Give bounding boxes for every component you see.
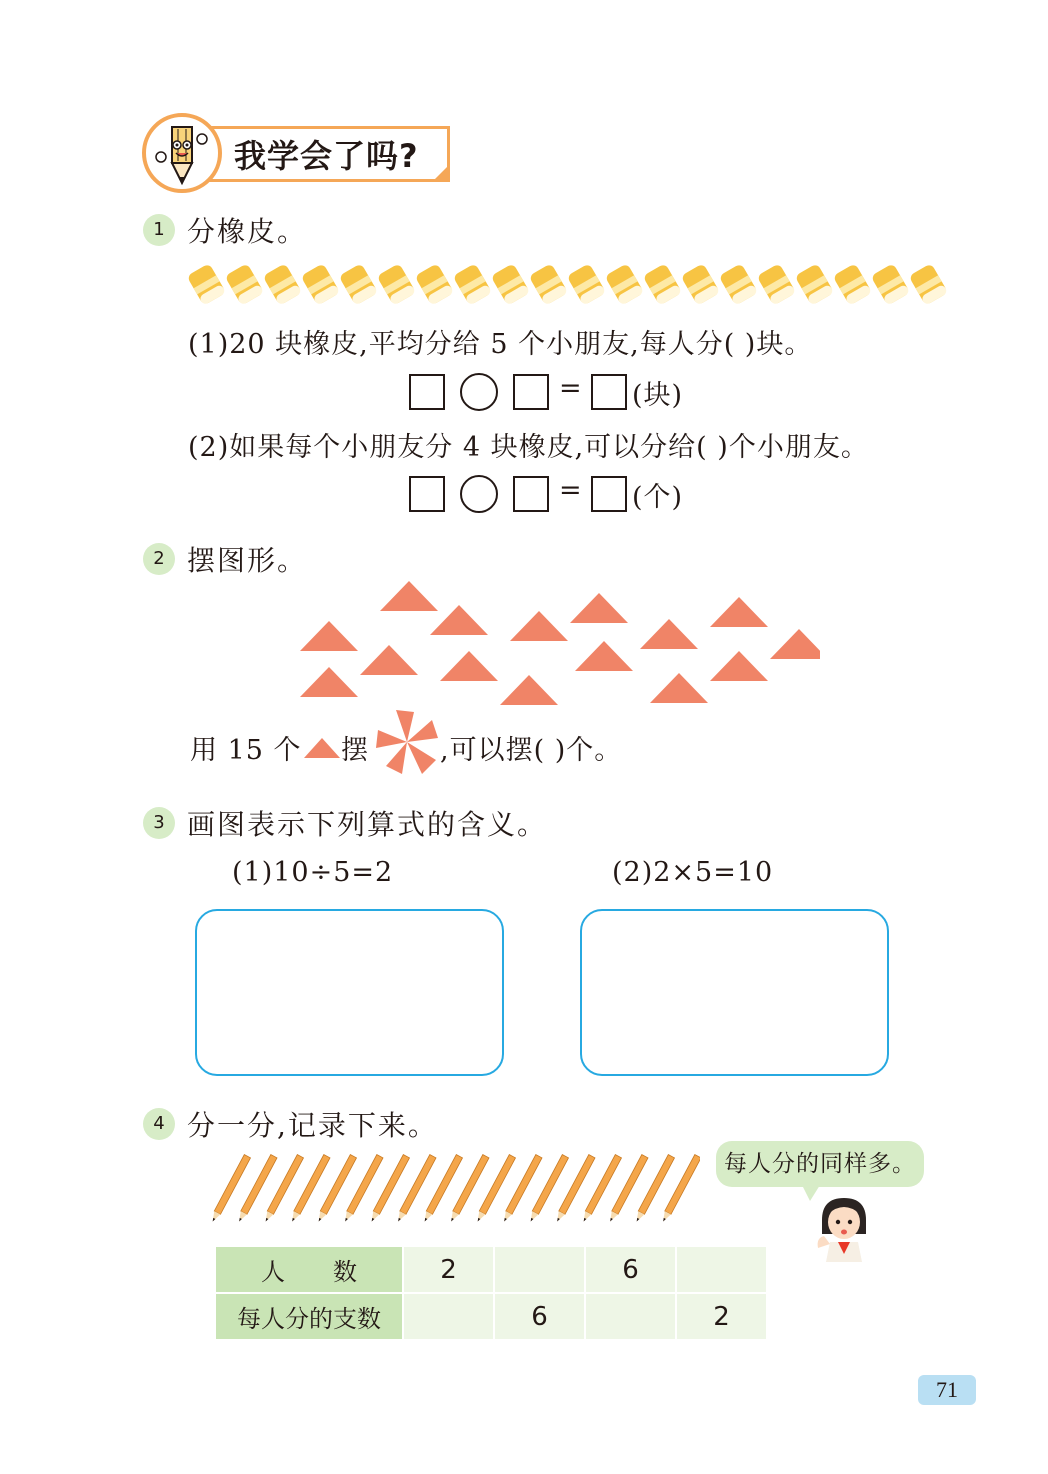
answer-box[interactable] <box>591 476 627 512</box>
eraser-icon <box>871 263 911 305</box>
pencil-mascot-icon <box>146 117 218 189</box>
q3-equation-1: (1)10÷5=2 <box>232 857 394 888</box>
header-badge <box>142 113 222 193</box>
triangle-piece <box>770 629 820 659</box>
eraser-icon <box>605 263 645 305</box>
triangle-piece <box>575 641 633 671</box>
q1-part2-text: (2)如果每个小朋友分 4 块橡皮,可以分给( )个小朋友。 <box>188 432 869 463</box>
eraser-row <box>185 260 955 308</box>
question-4-title: 分一分,记录下来。 <box>187 1109 438 1142</box>
unit-label: (块) <box>632 380 684 411</box>
q2-text-b: 摆 <box>341 735 369 766</box>
pencil-row <box>200 1150 700 1230</box>
triangle-piece <box>440 651 498 681</box>
table-row <box>215 1246 767 1293</box>
answer-box[interactable] <box>409 476 445 512</box>
equals-sign: = <box>559 475 583 506</box>
question-number-3: 3 <box>143 807 175 839</box>
eraser-icon <box>719 263 759 305</box>
question-number-2: 2 <box>143 543 175 575</box>
eraser-icon <box>187 263 227 305</box>
eraser-icon <box>567 263 607 305</box>
answer-box[interactable] <box>591 374 627 410</box>
record-table <box>214 1245 768 1341</box>
table-cell[interactable]: 6 <box>494 1293 585 1340</box>
eraser-icon <box>453 263 493 305</box>
unit-label: (个) <box>632 482 684 513</box>
eraser-icon <box>833 263 873 305</box>
girl-character-icon <box>808 1190 880 1262</box>
answer-box[interactable] <box>409 374 445 410</box>
eraser-icon <box>339 263 379 305</box>
triangle-piece <box>360 645 418 675</box>
page-number: 71 <box>918 1375 976 1405</box>
eraser-icon <box>795 263 835 305</box>
triangle-icon <box>303 737 341 759</box>
question-number-1: 1 <box>143 214 175 246</box>
table-cell[interactable] <box>494 1246 585 1293</box>
triangle-piece <box>650 673 708 703</box>
drawing-area-1[interactable] <box>195 909 504 1076</box>
triangle-piece <box>710 651 768 681</box>
triangle-piece <box>430 605 488 635</box>
answer-box[interactable] <box>513 476 549 512</box>
table-header-per-person: 每人分的支数 <box>215 1293 403 1340</box>
triangle-piece <box>570 593 628 623</box>
triangle-piece <box>710 597 768 627</box>
table-cell[interactable]: 2 <box>676 1293 767 1340</box>
table-cell[interactable]: 6 <box>585 1246 676 1293</box>
triangle-piece <box>510 611 568 641</box>
q3-equation-2: (2)2×5=10 <box>612 857 774 888</box>
triangle-piece <box>300 667 358 697</box>
q1-part1-text: (1)20 块橡皮,平均分给 5 个小朋友,每人分( )块。 <box>188 329 813 360</box>
eraser-icon <box>681 263 721 305</box>
eraser-icon <box>263 263 303 305</box>
eraser-icon <box>529 263 569 305</box>
eraser-icon <box>415 263 455 305</box>
question-number-4: 4 <box>143 1108 175 1140</box>
triangle-piece <box>300 621 358 651</box>
q2-text-a: 用 15 个 <box>190 735 302 766</box>
table-row <box>215 1293 767 1340</box>
triangle-piece <box>380 581 438 611</box>
page-title: 我学会了吗? <box>234 137 419 175</box>
triangle-piece <box>500 675 558 705</box>
triangle-piece <box>640 619 698 649</box>
question-1-title: 分橡皮。 <box>187 215 308 248</box>
speech-bubble: 每人分的同样多。 <box>716 1141 924 1187</box>
question-3-title: 画图表示下列算式的含义。 <box>187 808 548 841</box>
eraser-icon <box>909 263 949 305</box>
table-header-people: 人 数 <box>215 1246 403 1293</box>
equals-sign: = <box>559 373 583 404</box>
table-cell[interactable] <box>403 1293 494 1340</box>
eraser-icon <box>757 263 797 305</box>
table-cell[interactable] <box>585 1293 676 1340</box>
q2-text-c: ,可以摆( )个。 <box>440 735 623 766</box>
triangle-group <box>260 575 820 710</box>
eraser-icon <box>491 263 531 305</box>
drawing-area-2[interactable] <box>580 909 889 1076</box>
pinwheel-icon <box>374 708 440 776</box>
eraser-icon <box>225 263 265 305</box>
table-cell[interactable]: 2 <box>403 1246 494 1293</box>
operator-circle[interactable] <box>460 373 498 411</box>
table-cell[interactable] <box>676 1246 767 1293</box>
operator-circle[interactable] <box>460 475 498 513</box>
eraser-icon <box>643 263 683 305</box>
answer-box[interactable] <box>513 374 549 410</box>
eraser-icon <box>377 263 417 305</box>
eraser-icon <box>301 263 341 305</box>
question-2-title: 摆图形。 <box>187 544 308 577</box>
